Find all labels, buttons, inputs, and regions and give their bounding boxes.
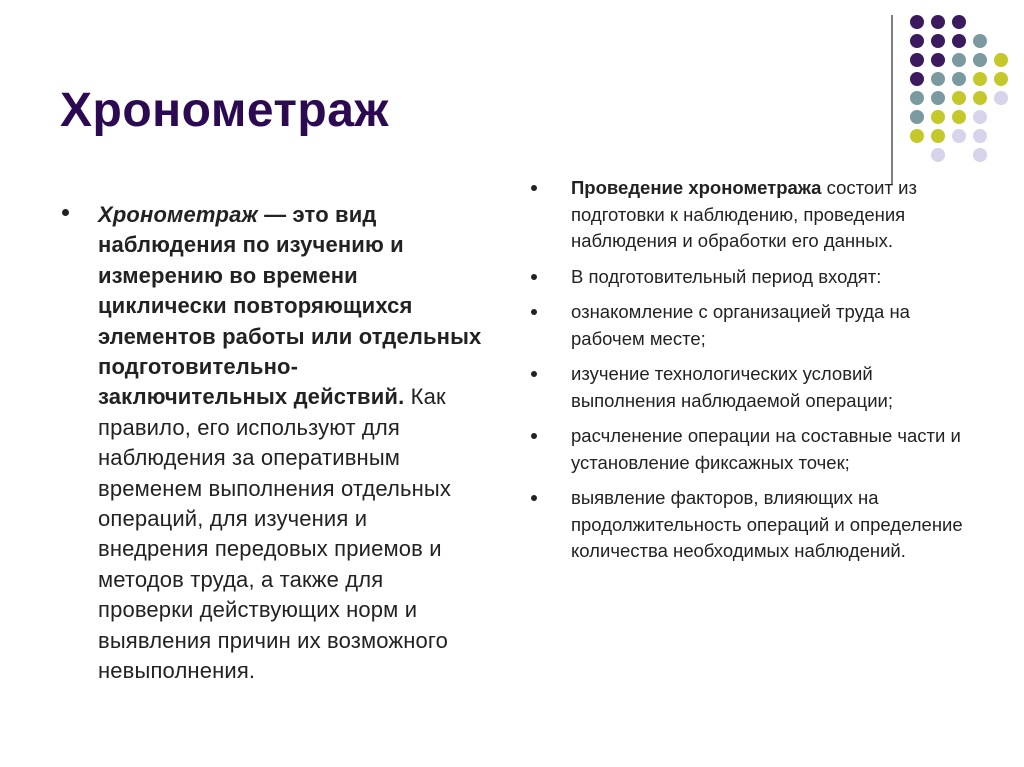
decor-dot [952,15,966,29]
decor-dot [973,148,987,162]
list-item [531,485,971,565]
decor-dot [910,15,924,29]
decor-dot [910,110,924,124]
decor-dot [973,72,987,86]
decor-dot [910,34,924,48]
decor-dot [952,91,966,105]
list-item-text: состоит из подготовки к наблюдению, проведения наблюдения и обработки его данных. [571,177,917,251]
term-highlight: Хронометраж [98,202,258,227]
bullet-marker [531,185,537,191]
decor-dot [973,129,987,143]
decor-dot [931,129,945,143]
decor-dot [994,72,1008,86]
definition-bold-text: — это вид наблюдения по изучению и измерению во времени циклически повторяющихся элементов работы или отдельных подготовительно-заключительных действий. [98,202,482,410]
list-item [531,264,971,291]
decor-dot [952,34,966,48]
slide-title: Хронометраж [60,84,389,137]
list-item [531,175,971,255]
decor-dot [952,110,966,124]
decor-dot [994,53,1008,67]
list-item-bold: Проведение хронометража [571,177,822,198]
right-column [531,175,971,574]
decor-dot [952,53,966,67]
bullet-marker [531,274,537,280]
list-item-text: изучение технологических условий выполнения наблюдаемой операции; [571,363,893,411]
decorative-divider-line [891,15,893,185]
decor-dot [952,129,966,143]
decor-dot [931,15,945,29]
decor-dot [931,72,945,86]
decor-dot [910,53,924,67]
left-column [62,200,482,687]
bullet-marker [531,309,537,315]
decor-dot [994,91,1008,105]
decor-dot [931,91,945,105]
decor-dot [973,110,987,124]
list-item-text: В подготовительный период входят: [571,265,882,287]
list-item [531,423,971,476]
bullet-marker [531,433,537,439]
decor-dot [952,72,966,86]
list-item [531,299,971,352]
decor-dot [973,91,987,105]
decor-dot [973,34,987,48]
bullet-marker [62,209,69,216]
definition-normal-text: Как правило, его используют для наблюдения за оперативным временем выполнения отдельных операций, для изучения и внедрения передовых приемов и методов труда, а также для проверки действующих норм и выявления причин их возможного невыполнения. [98,384,452,684]
decor-dot [910,91,924,105]
decor-dot [931,53,945,67]
decor-dot [910,72,924,86]
definition-paragraph [98,200,482,687]
bullet-marker [531,495,537,501]
list-item-text: выявление факторов, влияющих на продолжительность операций и определение количества необходимых наблюдений. [571,487,963,561]
decor-dot [931,34,945,48]
decor-dot [973,53,987,67]
list-item-text: ознакомление с организацией труда на рабочем месте; [571,301,910,349]
decor-dot [910,129,924,143]
decor-dot [931,148,945,162]
list-item-text: расчленение операции на составные части и установление фиксажных точек; [571,425,961,473]
bullet-marker [531,371,537,377]
list-item [531,361,971,414]
decor-dot [931,110,945,124]
